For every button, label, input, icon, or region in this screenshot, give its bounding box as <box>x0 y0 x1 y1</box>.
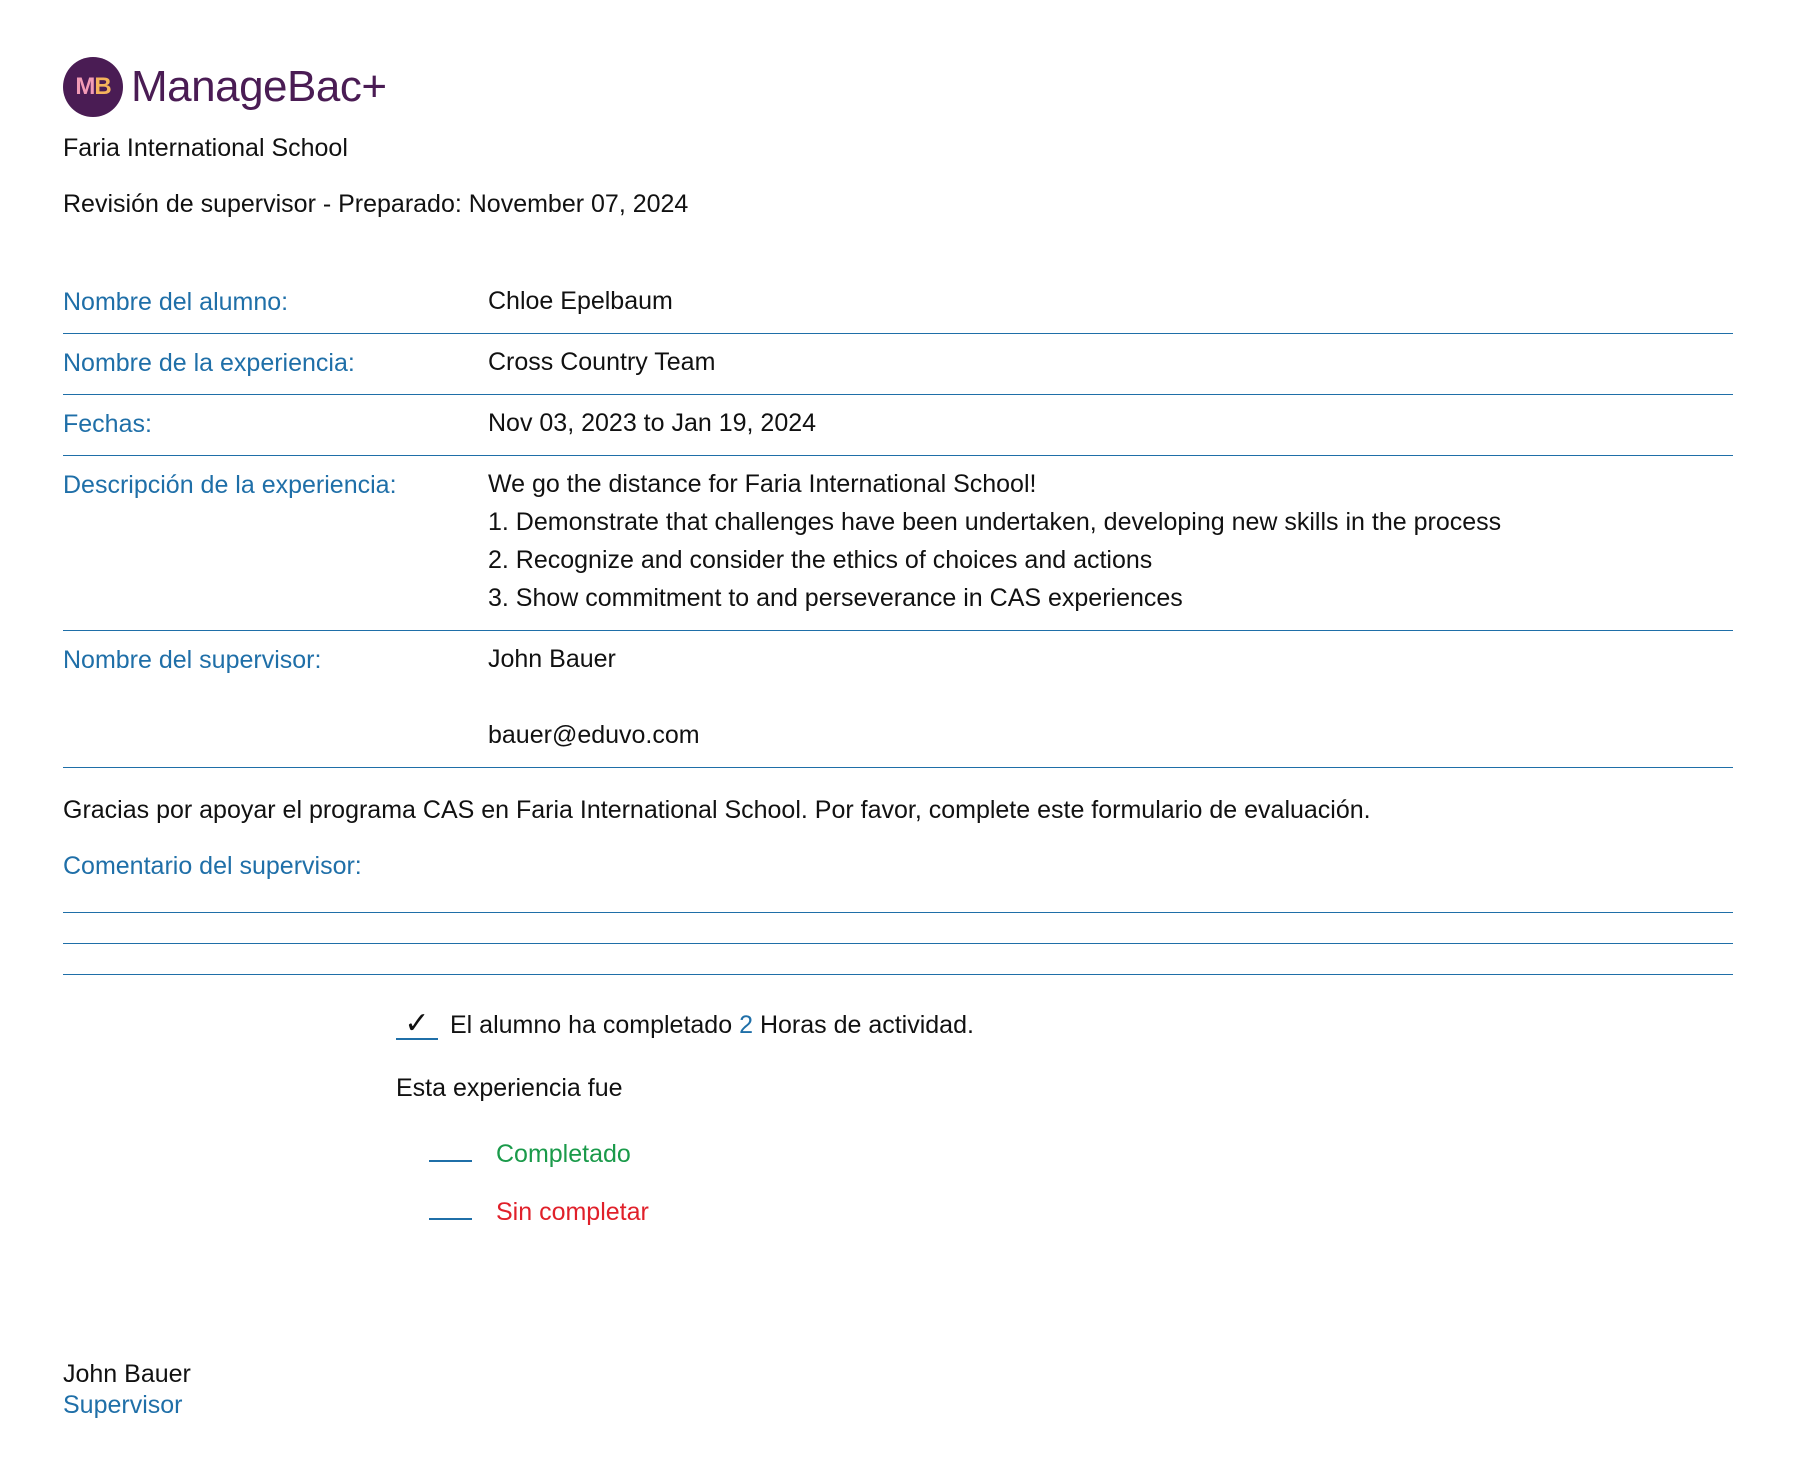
supervisor-email: bauer@eduvo.com <box>488 721 700 749</box>
description-row <box>63 456 1733 631</box>
comment-line <box>63 974 1733 975</box>
hours-completed-line <box>396 1007 974 1040</box>
completed-blank <box>429 1138 472 1162</box>
hours-prefix: El alumno ha completado <box>450 1011 733 1039</box>
completed-label: Completado <box>496 1140 631 1168</box>
mb-badge-icon: M B <box>63 57 123 117</box>
supervisor-label: Nombre del supervisor: <box>63 646 322 674</box>
checkmark-icon: ✓ <box>396 1010 438 1040</box>
prepared-date: Revisión de supervisor - Preparado: November 07, 2024 <box>63 190 689 218</box>
dates-row <box>63 395 1733 456</box>
option-completed <box>429 1138 631 1169</box>
description-label: Descripción de la experiencia: <box>63 471 397 499</box>
description-line: 2. Recognize and consider the ethics of choices and actions <box>488 546 1153 574</box>
experience-value: Cross Country Team <box>488 348 716 376</box>
info-table <box>63 274 1733 768</box>
option-incomplete <box>429 1196 649 1227</box>
hours-value: 2 <box>739 1011 753 1039</box>
incomplete-label: Sin completar <box>496 1198 649 1226</box>
supervisor-row <box>63 631 1733 768</box>
experience-status-label: Esta experiencia fue <box>396 1074 623 1102</box>
description-value <box>488 465 1733 617</box>
dates-label: Fechas: <box>63 410 152 438</box>
school-name: Faria International School <box>63 134 348 162</box>
signature-role: Supervisor <box>63 1391 183 1419</box>
thanks-message: Gracias por apoyar el programa CAS en Faria International School. Por favor, complete este formulario de evaluación. <box>63 796 1371 824</box>
description-line: 1. Demonstrate that challenges have been undertaken, developing new skills in the process <box>488 508 1502 536</box>
comment-label: Comentario del supervisor: <box>63 852 362 880</box>
comment-line <box>63 943 1733 944</box>
student-label: Nombre del alumno: <box>63 288 289 316</box>
student-row <box>63 274 1733 334</box>
supervisor-review-document <box>63 0 1733 1472</box>
description-line: We go the distance for Faria International School! <box>488 470 1037 498</box>
experience-row <box>63 334 1733 395</box>
student-value: Chloe Epelbaum <box>488 287 673 315</box>
supervisor-name: John Bauer <box>488 645 616 673</box>
managebac-logo <box>63 57 387 117</box>
dates-value: Nov 03, 2023 to Jan 19, 2024 <box>488 409 817 437</box>
supervisor-value <box>488 640 1733 754</box>
signature-name: John Bauer <box>63 1360 191 1388</box>
experience-label: Nombre de la experiencia: <box>63 349 355 377</box>
incomplete-blank <box>429 1196 472 1220</box>
brand-name: ManageBac+ <box>131 62 387 111</box>
comment-line <box>63 912 1733 913</box>
description-line: 3. Show commitment to and perseverance in CAS experiences <box>488 584 1183 612</box>
hours-suffix: Horas de actividad. <box>759 1011 974 1039</box>
